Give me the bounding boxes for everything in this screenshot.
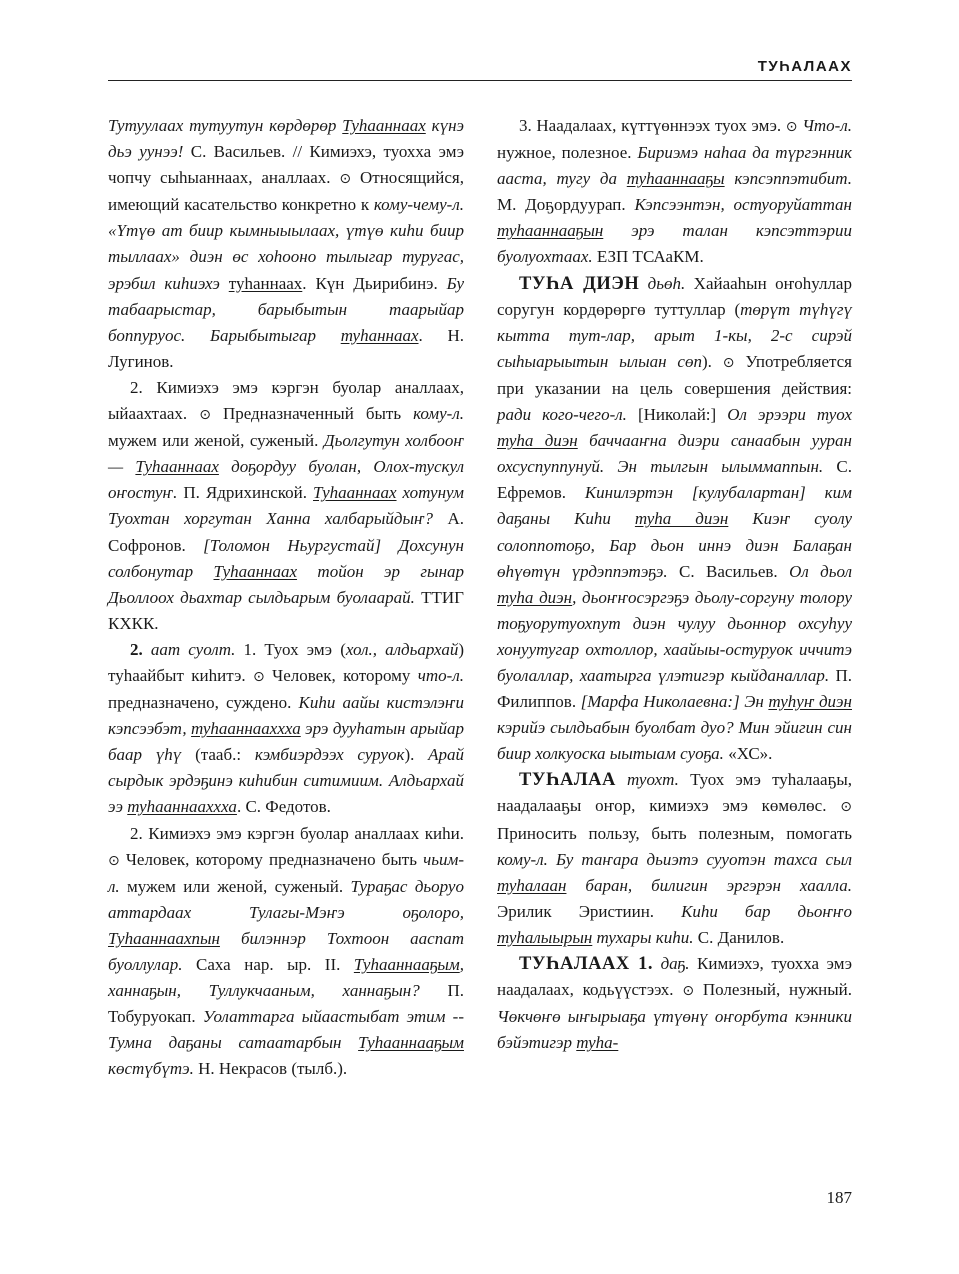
circle-dot-icon: ⊙	[840, 799, 852, 816]
right-column	[497, 113, 852, 1056]
circle-dot-icon: ⊙	[108, 852, 120, 869]
entry-paragraph: ТУҺА ДИЭН дьөһ. Хайааһын оҥоһуллар соругун кордөрөргө туттуллар (төрүт түһүгү кытта тут-лар, арыт 1-кы, 2-с сирэй сыһыарыытын ылыан сөп). ⊙ Употребляется при указании на цель совершения действия: ради кого-чего-л. [Николай:] Ол эрээри туох туһа диэн баччааҥна диэри санаабын ууран охсуспуппунуй. Эн тылгын ылыммаппын. С. Ефремов. Кинилэртэн [кулубалартан] ким даҕаны Киһи туһа диэн Киэҥ суолу солоппотоҕо, Бар дьон иннэ диэн Балаҕан өһүөтүн үрдэппэтэҕэ. С. Васильев. Ол дьол туһа диэн, дьоҥҥосэргэҕэ дьолу-соргуну толору тоҕуорутуохпут диэн чулуу дьоннор охсуһуу хонуутугар охтоллор, хаайыы-остуруок иччитэ буолаллар, хаатырга үлэтигэр кыйданаллар. П. Филиппов. [Марфа Николаевна:] Эн туһуҥ диэн кэрийэ сылдьабын буолбат дуо? Мин эйигин син биир холкуоска ыытыам суоҕа. «ХС».	[497, 273, 852, 764]
entry-paragraph: Тутуулаах тутуутун көрдөрөр Туһааннаах күнэ дьэ уунээ! С. Васильев. // Кимиэхэ, туохха эмэ чопчу сыһыаннаах, аналлаах. ⊙ Относящийся, имеющий касательство конкретно к кому-чему-л. «Үтүө ат биир кымныыылаах, үтүө киһи биир тыллаах» диэн өс хоһооно тылыгар туругас, эрэбил киһиэхэ туһаннаах. Күн Дьирибинэ. Бу табаарыстар, барыбытын таарыйар боппуруос. Барыбытыгар туһаннаах. Н. Лугинов.	[108, 116, 465, 371]
circle-dot-icon: ⊙	[785, 119, 798, 135]
left-column	[108, 113, 464, 1082]
header-word: ТУҺАЛААХ	[757, 58, 852, 75]
circle-dot-icon: ⊙	[199, 407, 211, 424]
entry-paragraph: 3. Наадалаах, күттүөннээх туох эмэ. ⊙ Что-л. нужное, полезное. Бириэмэ наһаа да түргэнник ааста, тугу да туһааннааҕы кэпсэппэтибит. М. Доҕордуурап. Кэпсээнтэн, остуоруйаттан туһааннааҕын эрэ талан кэпсэттэрии буолуохтаах. ЕЗП ТСАаКМ.	[497, 116, 853, 267]
entry-paragraph: ТУҺАЛАА туохт. Туох эмэ туһалааҕы, наадалааҕы оҥор, кимиэхэ эмэ көмөлөс. ⊙ Приносить пользу, быть полезным, помогать кому-л. Бу таҥара дьиэтэ сууотэн тахса сыл туһалаан баран, билигин эргэрэн хаалла. Эрилик Эристиин. Киһи бар дьоҥҥо туһалыырын тухары киһи. С. Данилов.	[497, 770, 853, 947]
circle-dot-icon: ⊙	[339, 171, 352, 188]
page-number: 187	[826, 1188, 852, 1207]
entry-paragraph: 2. Кимиэхэ эмэ кэргэн буолар аналлаах, ыйаахтаах. ⊙ Предназначенный быть кому-л. мужем или женой, суженый. Дьолгутун холбооҥ — Туһааннаах доҕордуу буолан, Олох-тускул оҥостуҥ. П. Ядрихинской. Туһааннаах хотунум Туохтан хоргутан Ханна халбарыйдыҥ? А. Софронов. [Толомон Ньургустай] Дохсунун солбонутар Туһааннаах тойон эр гынар Дьоллоох дьахтар сылдьарым буолаарай. ТТИГ КХКК.	[108, 377, 464, 633]
entry-paragraph: 2. аат суолт. 1. Туох эмэ (хол., алдьархай) туһаайбыт киһитэ. ⊙ Человек, которому что-л. предназначено, суждено. Киһи аайы кистэлэҥи кэпсээбэт, туһааннааххха эрэ дууһатын арыйар баар үһү (тааб.: кэмбиэрдээх суруок). Арай сырдык эрдэҕинэ киһибин ситимиим. Алдьархай ээ туһааннааххха. С. Федотов.	[108, 639, 465, 817]
circle-dot-icon: ⊙	[253, 668, 265, 685]
circle-dot-icon: ⊙	[682, 983, 695, 1000]
entry-paragraph: 2. Кимиэхэ эмэ кэргэн буолар аналлаах киһи. ⊙ Человек, которому предназначено быть чьим-л. мужем или женой, суженый. Тураҕас дьоруо аттардаах Тулагы-Мэҥэ оҕолоро, Туһааннаахпын билэннэр Тохтоон ааспат буоллулар. Саха нар. ыр. II. Туһааннааҕым, ханнаҕын, Туллукчааным, ханнаҕын? П. Тобуруокап. Уолаттарга ыйаастыбат этим -- Тумна даҕаны сатаатарбын Туһааннааҕым көстүбүтэ. Н. Некрасов (тылб.).	[108, 823, 465, 1079]
headword: ТУҺАЛААХ 1.	[519, 954, 654, 974]
entry-paragraph: ТУҺАЛААХ 1. даҕ. Кимиэхэ, туохха эмэ наадалаах, кодьүүстээх. ⊙ Полезный, нужный. Чөкчөҥө ыҥырыаҕа үтүөнү оҥорбута кэнники бэйэтигэр туһа-	[497, 954, 853, 1053]
circle-dot-icon: ⊙	[722, 354, 735, 371]
running-header	[108, 58, 852, 81]
headword: ТУҺА ДИЭН	[519, 273, 640, 294]
headword: ТУҺАЛАА	[519, 770, 616, 791]
